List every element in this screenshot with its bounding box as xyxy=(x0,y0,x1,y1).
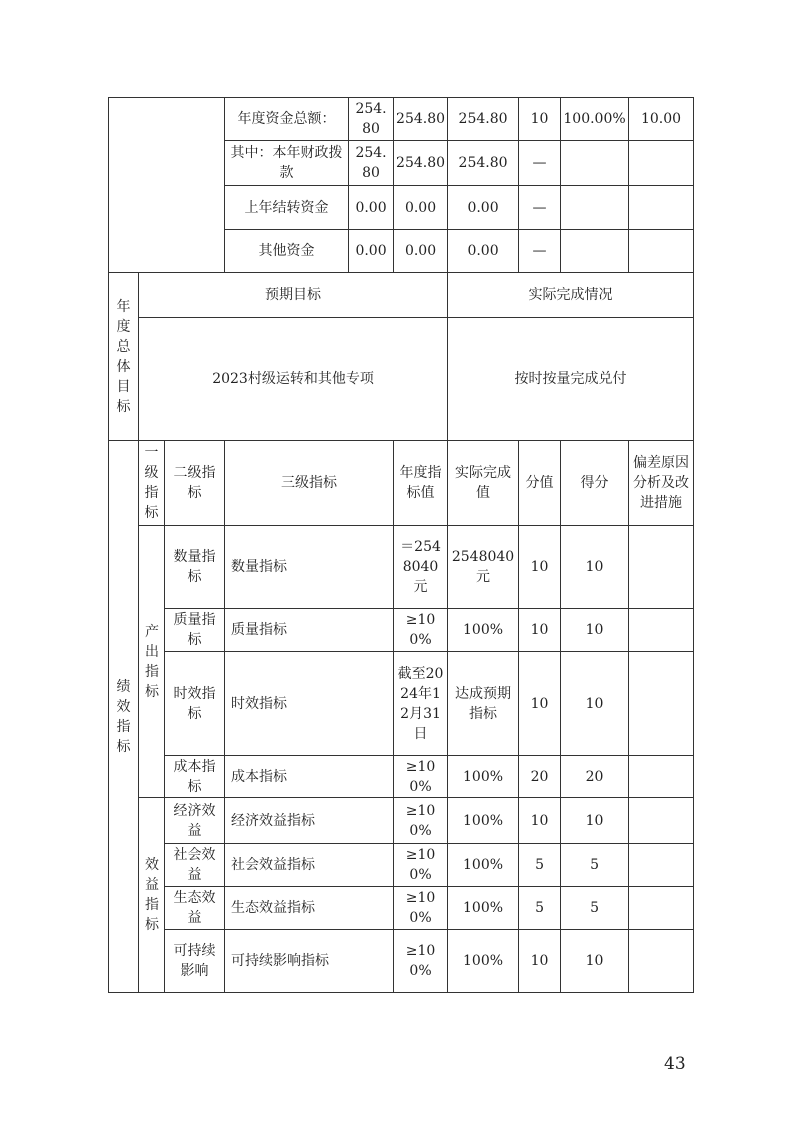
fund-label: 其中：本年财政拨款 xyxy=(225,141,349,186)
level2-indicator: 成本指标 xyxy=(165,756,225,798)
actual-value: 100% xyxy=(448,756,519,798)
fund-c2: 0.00 xyxy=(394,186,448,230)
got-score: 20 xyxy=(561,756,629,798)
table-row xyxy=(109,318,694,441)
header-col: 分值 xyxy=(519,441,561,526)
target-value: ≥100% xyxy=(394,609,448,652)
deviation-cell xyxy=(629,930,694,993)
header-level1: 一级指标 xyxy=(139,441,165,526)
level2-indicator: 生态效益 xyxy=(165,887,225,930)
level3-indicator: 经济效益指标 xyxy=(225,798,394,844)
fund-label: 年度资金总额： xyxy=(225,98,349,141)
fund-c2: 254.80 xyxy=(394,141,448,186)
score: 5 xyxy=(519,844,561,887)
score: 10 xyxy=(519,652,561,756)
performance-table xyxy=(108,97,694,993)
actual-value: 100% xyxy=(448,887,519,930)
fund-c1: 0.00 xyxy=(349,186,394,230)
score: 10 xyxy=(519,526,561,609)
level2-indicator: 质量指标 xyxy=(165,609,225,652)
expected-header: 预期目标 xyxy=(139,273,448,318)
table-row xyxy=(109,756,694,798)
target-value: ＝2548040元 xyxy=(394,526,448,609)
table-row xyxy=(109,930,694,993)
level2-indicator: 社会效益 xyxy=(165,844,225,887)
fund-c2: 254.80 xyxy=(394,98,448,141)
level2-indicator: 可持续影响 xyxy=(165,930,225,993)
fund-label: 其他资金 xyxy=(225,230,349,273)
table-row xyxy=(109,98,694,141)
fund-c3: 0.00 xyxy=(448,230,519,273)
fund-got xyxy=(629,230,694,273)
blank-cell xyxy=(109,98,225,273)
table-row xyxy=(109,441,694,526)
page-number: 43 xyxy=(664,1054,686,1074)
fund-c3: 0.00 xyxy=(448,186,519,230)
table-row xyxy=(109,609,694,652)
fund-c3: 254.80 xyxy=(448,98,519,141)
actual-value: 100% xyxy=(448,930,519,993)
table-row xyxy=(109,652,694,756)
actual-value: 100% xyxy=(448,844,519,887)
target-value: 截至2024年12月31日 xyxy=(394,652,448,756)
level2-indicator: 经济效益 xyxy=(165,798,225,844)
header-level3: 三级指标 xyxy=(225,441,394,526)
level2-indicator: 数量指标 xyxy=(165,526,225,609)
table-row xyxy=(109,273,694,318)
fund-label: 上年结转资金 xyxy=(225,186,349,230)
actual-value: 达成预期指标 xyxy=(448,652,519,756)
fund-score: — xyxy=(519,230,561,273)
got-score: 10 xyxy=(561,526,629,609)
expected-goal: 2023村级运转和其他专项 xyxy=(139,318,448,441)
fund-c1: 254.80 xyxy=(349,141,394,186)
header-col: 得分 xyxy=(561,441,629,526)
header-col: 年度指标值 xyxy=(394,441,448,526)
deviation-cell xyxy=(629,887,694,930)
fund-c2: 0.00 xyxy=(394,230,448,273)
level3-indicator: 成本指标 xyxy=(225,756,394,798)
fund-got xyxy=(629,186,694,230)
level3-indicator: 生态效益指标 xyxy=(225,887,394,930)
deviation-cell xyxy=(629,526,694,609)
level3-indicator: 数量指标 xyxy=(225,526,394,609)
score: 10 xyxy=(519,798,561,844)
fund-rate xyxy=(561,230,629,273)
perf-side-label: 绩效指标 xyxy=(109,441,139,993)
got-score: 10 xyxy=(561,798,629,844)
deviation-cell xyxy=(629,798,694,844)
deviation-cell xyxy=(629,609,694,652)
target-value: ≥100% xyxy=(394,756,448,798)
got-score: 10 xyxy=(561,609,629,652)
got-score: 10 xyxy=(561,930,629,993)
level1-indicator: 产出指标 xyxy=(139,526,165,798)
table-row xyxy=(109,844,694,887)
level3-indicator: 社会效益指标 xyxy=(225,844,394,887)
fund-got: 10.00 xyxy=(629,98,694,141)
score: 10 xyxy=(519,609,561,652)
fund-c3: 254.80 xyxy=(448,141,519,186)
fund-score: — xyxy=(519,141,561,186)
level3-indicator: 时效指标 xyxy=(225,652,394,756)
actual-value: 2548040元 xyxy=(448,526,519,609)
target-value: ≥100% xyxy=(394,844,448,887)
fund-rate xyxy=(561,141,629,186)
actual-header: 实际完成情况 xyxy=(448,273,694,318)
table-row xyxy=(109,526,694,609)
score: 10 xyxy=(519,930,561,993)
table-row xyxy=(109,887,694,930)
level1-indicator: 效益指标 xyxy=(139,798,165,993)
level3-indicator: 可持续影响指标 xyxy=(225,930,394,993)
actual-value: 100% xyxy=(448,609,519,652)
fund-rate: 100.00% xyxy=(561,98,629,141)
target-value: ≥100% xyxy=(394,930,448,993)
deviation-cell xyxy=(629,756,694,798)
fund-rate xyxy=(561,186,629,230)
fund-got xyxy=(629,141,694,186)
target-value: ≥100% xyxy=(394,887,448,930)
target-value: ≥100% xyxy=(394,798,448,844)
header-col: 偏差原因分析及改进措施 xyxy=(629,441,694,526)
got-score: 5 xyxy=(561,887,629,930)
goal-side-label: 年度总体目标 xyxy=(109,273,139,441)
fund-c1: 254.80 xyxy=(349,98,394,141)
score: 20 xyxy=(519,756,561,798)
got-score: 10 xyxy=(561,652,629,756)
fund-score: — xyxy=(519,186,561,230)
level2-indicator: 时效指标 xyxy=(165,652,225,756)
deviation-cell xyxy=(629,652,694,756)
header-col: 实际完成值 xyxy=(448,441,519,526)
actual-value: 100% xyxy=(448,798,519,844)
score: 5 xyxy=(519,887,561,930)
table-row xyxy=(109,798,694,844)
actual-goal: 按时按量完成兑付 xyxy=(448,318,694,441)
deviation-cell xyxy=(629,844,694,887)
fund-c1: 0.00 xyxy=(349,230,394,273)
header-level2: 二级指标 xyxy=(165,441,225,526)
got-score: 5 xyxy=(561,844,629,887)
level3-indicator: 质量指标 xyxy=(225,609,394,652)
fund-score: 10 xyxy=(519,98,561,141)
